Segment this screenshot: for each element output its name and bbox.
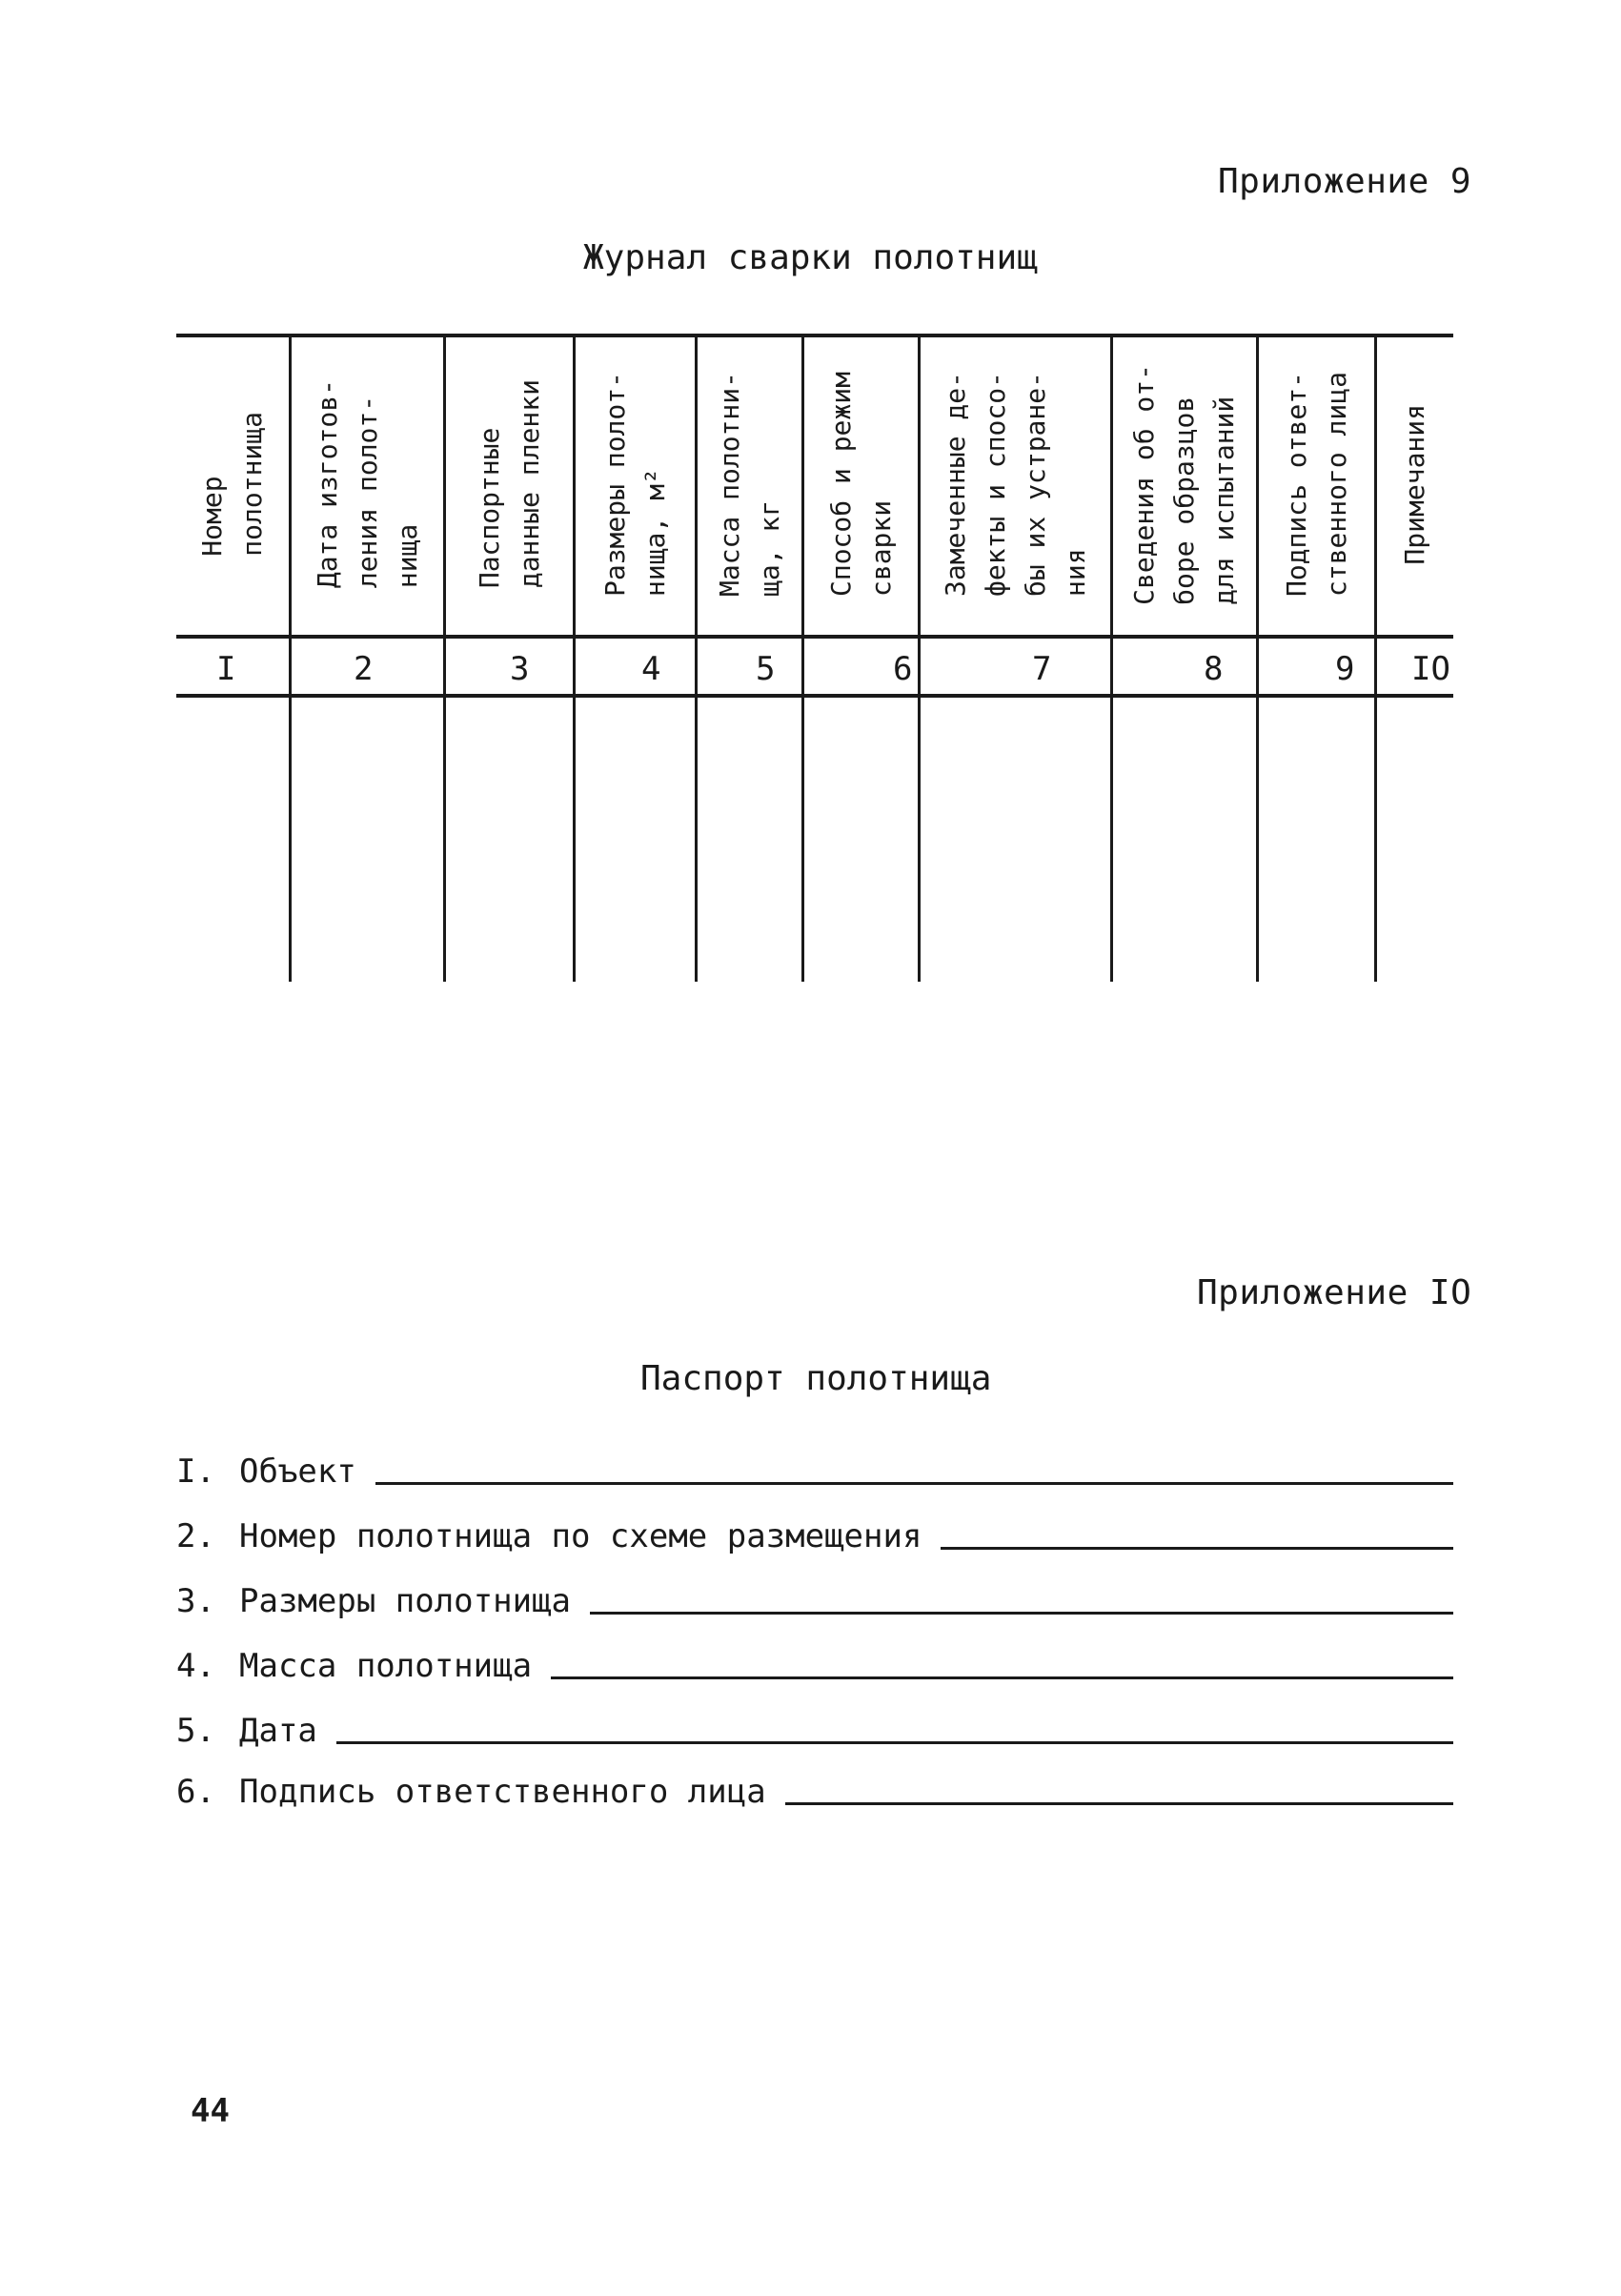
- header-responsible-signature: Подпись ответ- ственного лица: [1280, 371, 1352, 597]
- column-number: IO: [1411, 650, 1450, 688]
- column-number: I: [216, 650, 236, 688]
- header-sheet-number: Номер полотнища: [196, 412, 268, 557]
- column-number: 4: [641, 650, 661, 688]
- fill-in-line[interactable]: [375, 1482, 1453, 1485]
- item-label: Дата: [239, 1712, 317, 1750]
- item-number: 3.: [176, 1582, 215, 1620]
- welding-journal-table: [176, 334, 1453, 982]
- header-film-passport-data: Паспортные данные пленки: [473, 379, 545, 589]
- passport-item-sheet-number: [176, 1514, 1453, 1555]
- fill-in-line[interactable]: [941, 1547, 1453, 1550]
- passport-item-signature: [176, 1769, 1453, 1811]
- header-welding-method: Способ и режим сварки: [824, 371, 897, 597]
- item-label: Объект: [239, 1453, 356, 1491]
- item-label: Подпись ответственного лица: [239, 1773, 766, 1811]
- column-number: 6: [893, 650, 913, 688]
- header-manufacture-date: Дата изготов- ления полот- нища: [311, 379, 423, 589]
- page-number: 44: [191, 2092, 230, 2130]
- header-sheet-mass: Масса полотни- ща, кг: [713, 371, 785, 597]
- item-label: Номер полотнища по схеме размещения: [239, 1517, 922, 1555]
- fill-in-line[interactable]: [785, 1802, 1453, 1805]
- column-number: 9: [1335, 650, 1355, 688]
- passport-item-mass: [176, 1643, 1453, 1685]
- column-number: 8: [1204, 650, 1224, 688]
- column-number: 7: [1032, 650, 1052, 688]
- appendix-10-label: Приложение IO: [1197, 1273, 1472, 1312]
- fill-in-line[interactable]: [336, 1741, 1453, 1744]
- item-number: 2.: [176, 1517, 215, 1555]
- item-number: 4.: [176, 1647, 215, 1685]
- header-notes: Примечания: [1399, 403, 1430, 565]
- passport-item-object: [176, 1449, 1453, 1491]
- item-number: 5.: [176, 1712, 215, 1750]
- appendix-9-label: Приложение 9: [1218, 162, 1472, 201]
- item-label: Масса полотнища: [239, 1647, 533, 1685]
- header-defects: Замеченные де- фекты и спосо- бы их устране- ния: [939, 371, 1091, 597]
- fill-in-line[interactable]: [551, 1676, 1453, 1679]
- passport-item-date: [176, 1708, 1453, 1750]
- item-number: I.: [176, 1453, 215, 1491]
- column-number: 5: [756, 650, 776, 688]
- item-number: 6.: [176, 1773, 215, 1811]
- passport-item-dimensions: [176, 1578, 1453, 1620]
- header-sample-info: Сведения об от- боре образцов для испытаний: [1128, 363, 1240, 605]
- header-sheet-dimensions: Размеры полот- нища, м²: [598, 371, 671, 597]
- fill-in-line[interactable]: [590, 1612, 1453, 1615]
- journal-title: Журнал сварки полотнищ: [583, 238, 1038, 277]
- column-number: 3: [510, 650, 530, 688]
- item-label: Размеры полотнища: [239, 1582, 571, 1620]
- column-number: 2: [354, 650, 374, 688]
- passport-title: Паспорт полотнища: [640, 1359, 992, 1398]
- table-header-rule: [176, 635, 1453, 639]
